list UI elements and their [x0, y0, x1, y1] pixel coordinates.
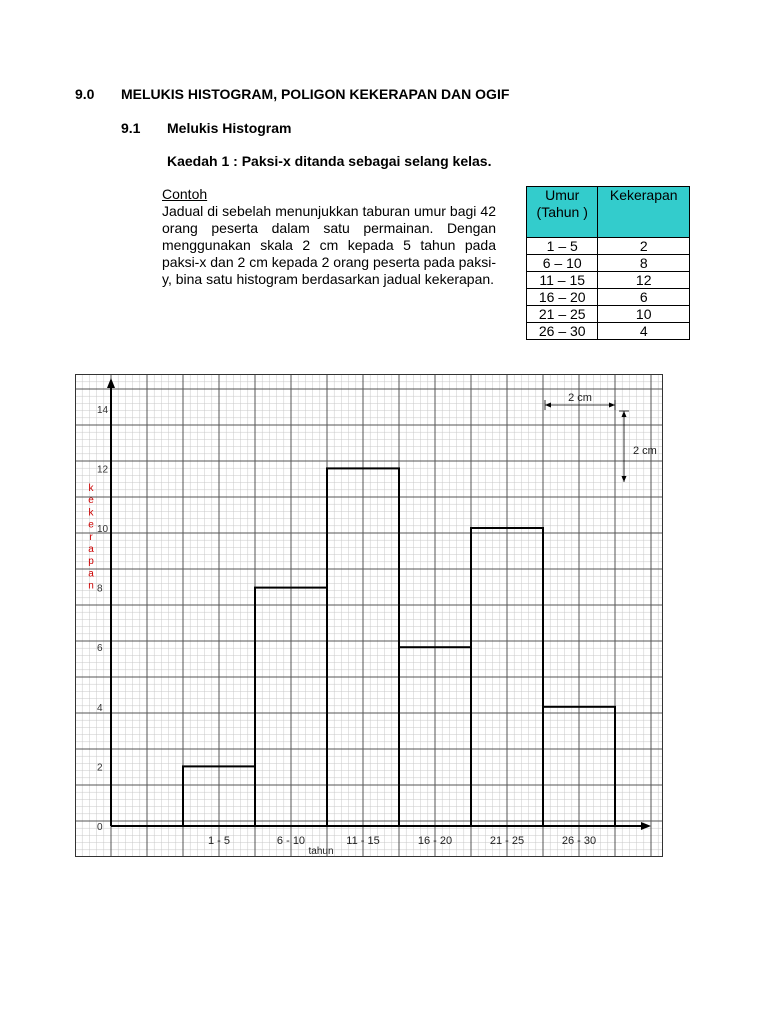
- y-axis-label-letter: r: [89, 531, 93, 543]
- x-category-label: 21 - 25: [489, 835, 525, 847]
- subsection-title: Melukis Histogram: [167, 120, 292, 136]
- table-cell: 26 – 30: [527, 323, 598, 340]
- table-cell: 12: [598, 272, 690, 289]
- table-cell: 16 – 20: [527, 289, 598, 306]
- x-axis-arrow-icon: [641, 822, 651, 830]
- y-axis-label-letter: k: [88, 483, 94, 494]
- y-axis-label-letter: e: [88, 519, 94, 531]
- table-cell: 4: [598, 323, 690, 340]
- x-category-label: 6 - 10: [276, 835, 306, 847]
- table-cell: 11 – 15: [527, 272, 598, 289]
- y-axis-label-letter: e: [88, 495, 94, 507]
- section-heading: [75, 86, 510, 102]
- table-cell: 6 – 10: [527, 255, 598, 272]
- section-number: 9.0: [75, 86, 95, 102]
- example-text: Jadual di sebelah menunjukkan taburan umur bagi 42 orang peserta dalam satu permainan. Dengan menggunakan skala 2 cm kepada 5 tahun pada paksi-x dan 2 cm kepada 2 orang peserta pada paksi-y, bina satu histogram berdasarkan jadual kekerapan.: [162, 203, 496, 287]
- section-title: MELUKIS HISTOGRAM, POLIGON KEKERAPAN DAN OGIF: [121, 86, 510, 102]
- table-cell: 8: [598, 255, 690, 272]
- table-cell: 1 – 5: [527, 238, 598, 255]
- y-tick-label: 14: [97, 404, 109, 416]
- header-umur: Umur (Tahun ): [527, 187, 598, 238]
- table-row: [527, 272, 690, 289]
- y-axis-label-letter: k: [88, 507, 94, 519]
- scale-y-label: 2 cm: [633, 445, 657, 457]
- x-axis-label: tahun: [308, 846, 334, 857]
- y-tick-label: 4: [97, 702, 103, 714]
- y-tick-label: 10: [97, 524, 109, 535]
- y-axis-label-letter: n: [88, 580, 94, 592]
- histogram-chart: [75, 374, 663, 857]
- table-cell: 2: [598, 238, 690, 255]
- table-row: [527, 238, 690, 255]
- subsection-heading: [121, 120, 292, 136]
- y-axis-arrow-icon: [107, 378, 115, 388]
- table-row: [527, 255, 690, 272]
- table-row: [527, 323, 690, 340]
- y-tick-label: 8: [97, 583, 103, 595]
- header-kekerapan: Kekerapan: [598, 187, 690, 238]
- table-row: [527, 306, 690, 323]
- histogram-graph-paper: [75, 374, 663, 857]
- table-header-row: [527, 187, 690, 238]
- table-row: [527, 289, 690, 306]
- frequency-table: [526, 186, 690, 340]
- scale-x-label: 2 cm: [568, 392, 592, 404]
- y-axis-label-letter: p: [88, 556, 94, 568]
- y-tick-label: 12: [97, 464, 109, 476]
- x-category-label: 16 - 20: [417, 835, 453, 847]
- method-line: Kaedah 1 : Paksi-x ditanda sebagai selang kelas.: [167, 153, 492, 169]
- example-block: [162, 186, 496, 288]
- table-cell: 10: [598, 306, 690, 323]
- y-axis-label-letter: a: [88, 568, 94, 580]
- example-label: Contoh: [162, 186, 208, 202]
- subsection-number: 9.1: [121, 120, 141, 136]
- y-tick-label: 0: [97, 822, 103, 833]
- y-tick-label: 6: [97, 643, 103, 655]
- x-category-label: 1 - 5: [207, 835, 231, 847]
- table-cell: 6: [598, 289, 690, 306]
- y-tick-label: 2: [97, 762, 103, 774]
- x-category-label: 26 - 30: [561, 835, 597, 847]
- x-category-label: 11 - 15: [346, 835, 380, 847]
- table-cell: 21 – 25: [527, 306, 598, 323]
- y-axis-label-letter: a: [88, 544, 94, 555]
